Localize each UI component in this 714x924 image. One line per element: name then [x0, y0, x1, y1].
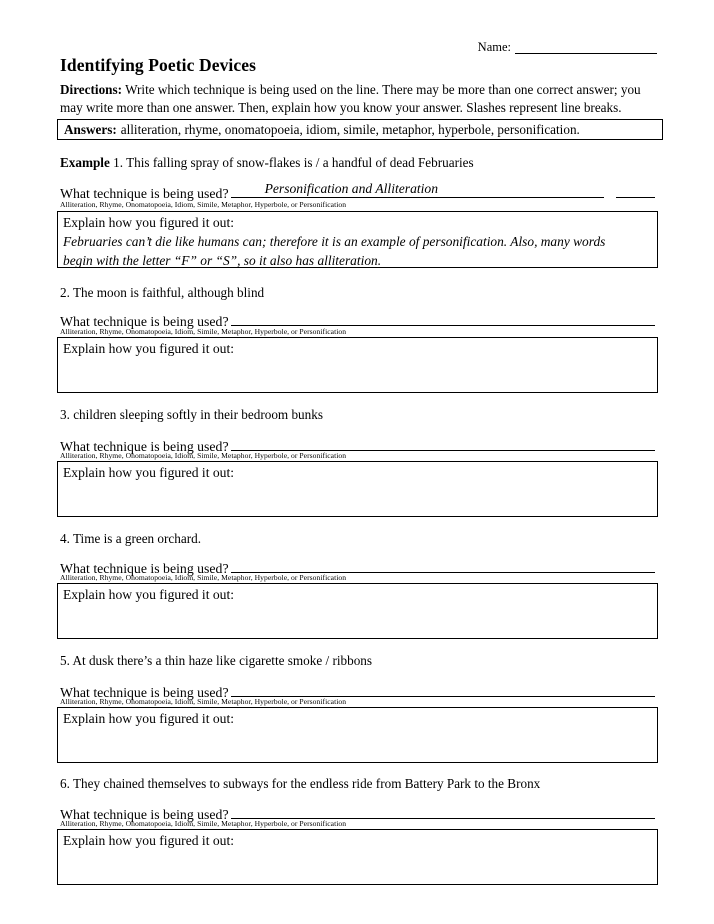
answer-bank-label: Answers:: [64, 121, 117, 137]
answer-bank-text: alliteration, rhyme, onomatopoeia, idiom, simile, metaphor, hyperbole, personification.: [120, 121, 580, 137]
answer-bank-box: [57, 119, 663, 140]
technique-answer-line[interactable]: [231, 803, 655, 819]
question-prompt: 5. At dusk there’s a thin haze like cigarette smoke / ribbons: [60, 653, 373, 668]
explanation-box[interactable]: [57, 211, 658, 268]
explanation-label: Explain how you figured it out:: [63, 341, 235, 356]
technique-answer-line[interactable]: [231, 435, 655, 451]
technique-question-label: What technique is being used?: [60, 561, 229, 576]
technique-answer-line[interactable]: [231, 681, 655, 697]
question-prompt-text: 1. This falling spray of snow-flakes is / a handful of dead Februaries: [109, 155, 474, 170]
device-options-hint: Alliteration, Rhyme, Onomatopoeia, Idiom, Simile, Metaphor, Hyperbole, or Personification: [60, 819, 347, 828]
name-field-row: [57, 40, 657, 54]
explanation-answer-line: begin with the letter “F” or “S”, so it also has alliteration.: [63, 253, 382, 268]
technique-question-label: What technique is being used?: [60, 439, 229, 454]
technique-answer-text: Personification and Alliteration: [264, 181, 439, 196]
device-options-hint: Alliteration, Rhyme, Onomatopoeia, Idiom, Simile, Metaphor, Hyperbole, or Personification: [60, 327, 347, 336]
question-prompt: 3. children sleeping softly in their bedroom bunks: [60, 407, 323, 422]
technique-question-label: What technique is being used?: [60, 186, 229, 201]
explanation-label: Explain how you figured it out:: [63, 833, 235, 848]
explanation-box[interactable]: [57, 707, 658, 763]
explanation-box[interactable]: [57, 461, 658, 517]
explanation-label: Explain how you figured it out:: [63, 711, 235, 726]
question-prompt: [60, 155, 474, 171]
question-prompt: 2. The moon is faithful, although blind: [60, 285, 265, 300]
explanation-box[interactable]: [57, 583, 658, 639]
directions-paragraph: [60, 81, 660, 116]
explanation-answer-line: Februaries can’t die like humans can; therefore it is an example of personification. Also, many words: [63, 234, 606, 249]
directions-text: Write which technique is being used on the line. There may be more than one correct answer; you may write more than one answer. Then, explain how you know your answer. Slashes represent line breaks.: [60, 82, 641, 115]
name-label: Name:: [477, 40, 511, 54]
explanation-box[interactable]: [57, 337, 658, 393]
technique-answer-line[interactable]: [231, 310, 655, 326]
device-options-hint: Alliteration, Rhyme, Onomatopoeia, Idiom, Simile, Metaphor, Hyperbole, or Personification: [60, 200, 347, 209]
device-options-hint: Alliteration, Rhyme, Onomatopoeia, Idiom, Simile, Metaphor, Hyperbole, or Personification: [60, 697, 347, 706]
question-prompt: 6. They chained themselves to subways for the endless ride from Battery Park to the Bronx: [60, 776, 541, 791]
name-blank-line[interactable]: [515, 40, 657, 54]
technique-question-label: What technique is being used?: [60, 807, 229, 822]
technique-question-label: What technique is being used?: [60, 314, 229, 329]
explanation-box[interactable]: [57, 829, 658, 885]
explanation-label: Explain how you figured it out:: [63, 465, 235, 480]
question-prompt: 4. Time is a green orchard.: [60, 531, 202, 546]
device-options-hint: Alliteration, Rhyme, Onomatopoeia, Idiom, Simile, Metaphor, Hyperbole, or Personification: [60, 451, 347, 460]
device-options-hint: Alliteration, Rhyme, Onomatopoeia, Idiom, Simile, Metaphor, Hyperbole, or Personification: [60, 573, 347, 582]
directions-label: Directions:: [60, 82, 123, 97]
technique-answer-line[interactable]: [231, 557, 655, 573]
technique-answer-line[interactable]: [231, 183, 655, 198]
explanation-label: Explain how you figured it out:: [63, 587, 235, 602]
explanation-label: Explain how you figured it out:: [63, 215, 235, 230]
example-label: Example: [60, 155, 110, 170]
technique-question-label: What technique is being used?: [60, 685, 229, 700]
page-title: Identifying Poetic Devices: [60, 55, 257, 75]
